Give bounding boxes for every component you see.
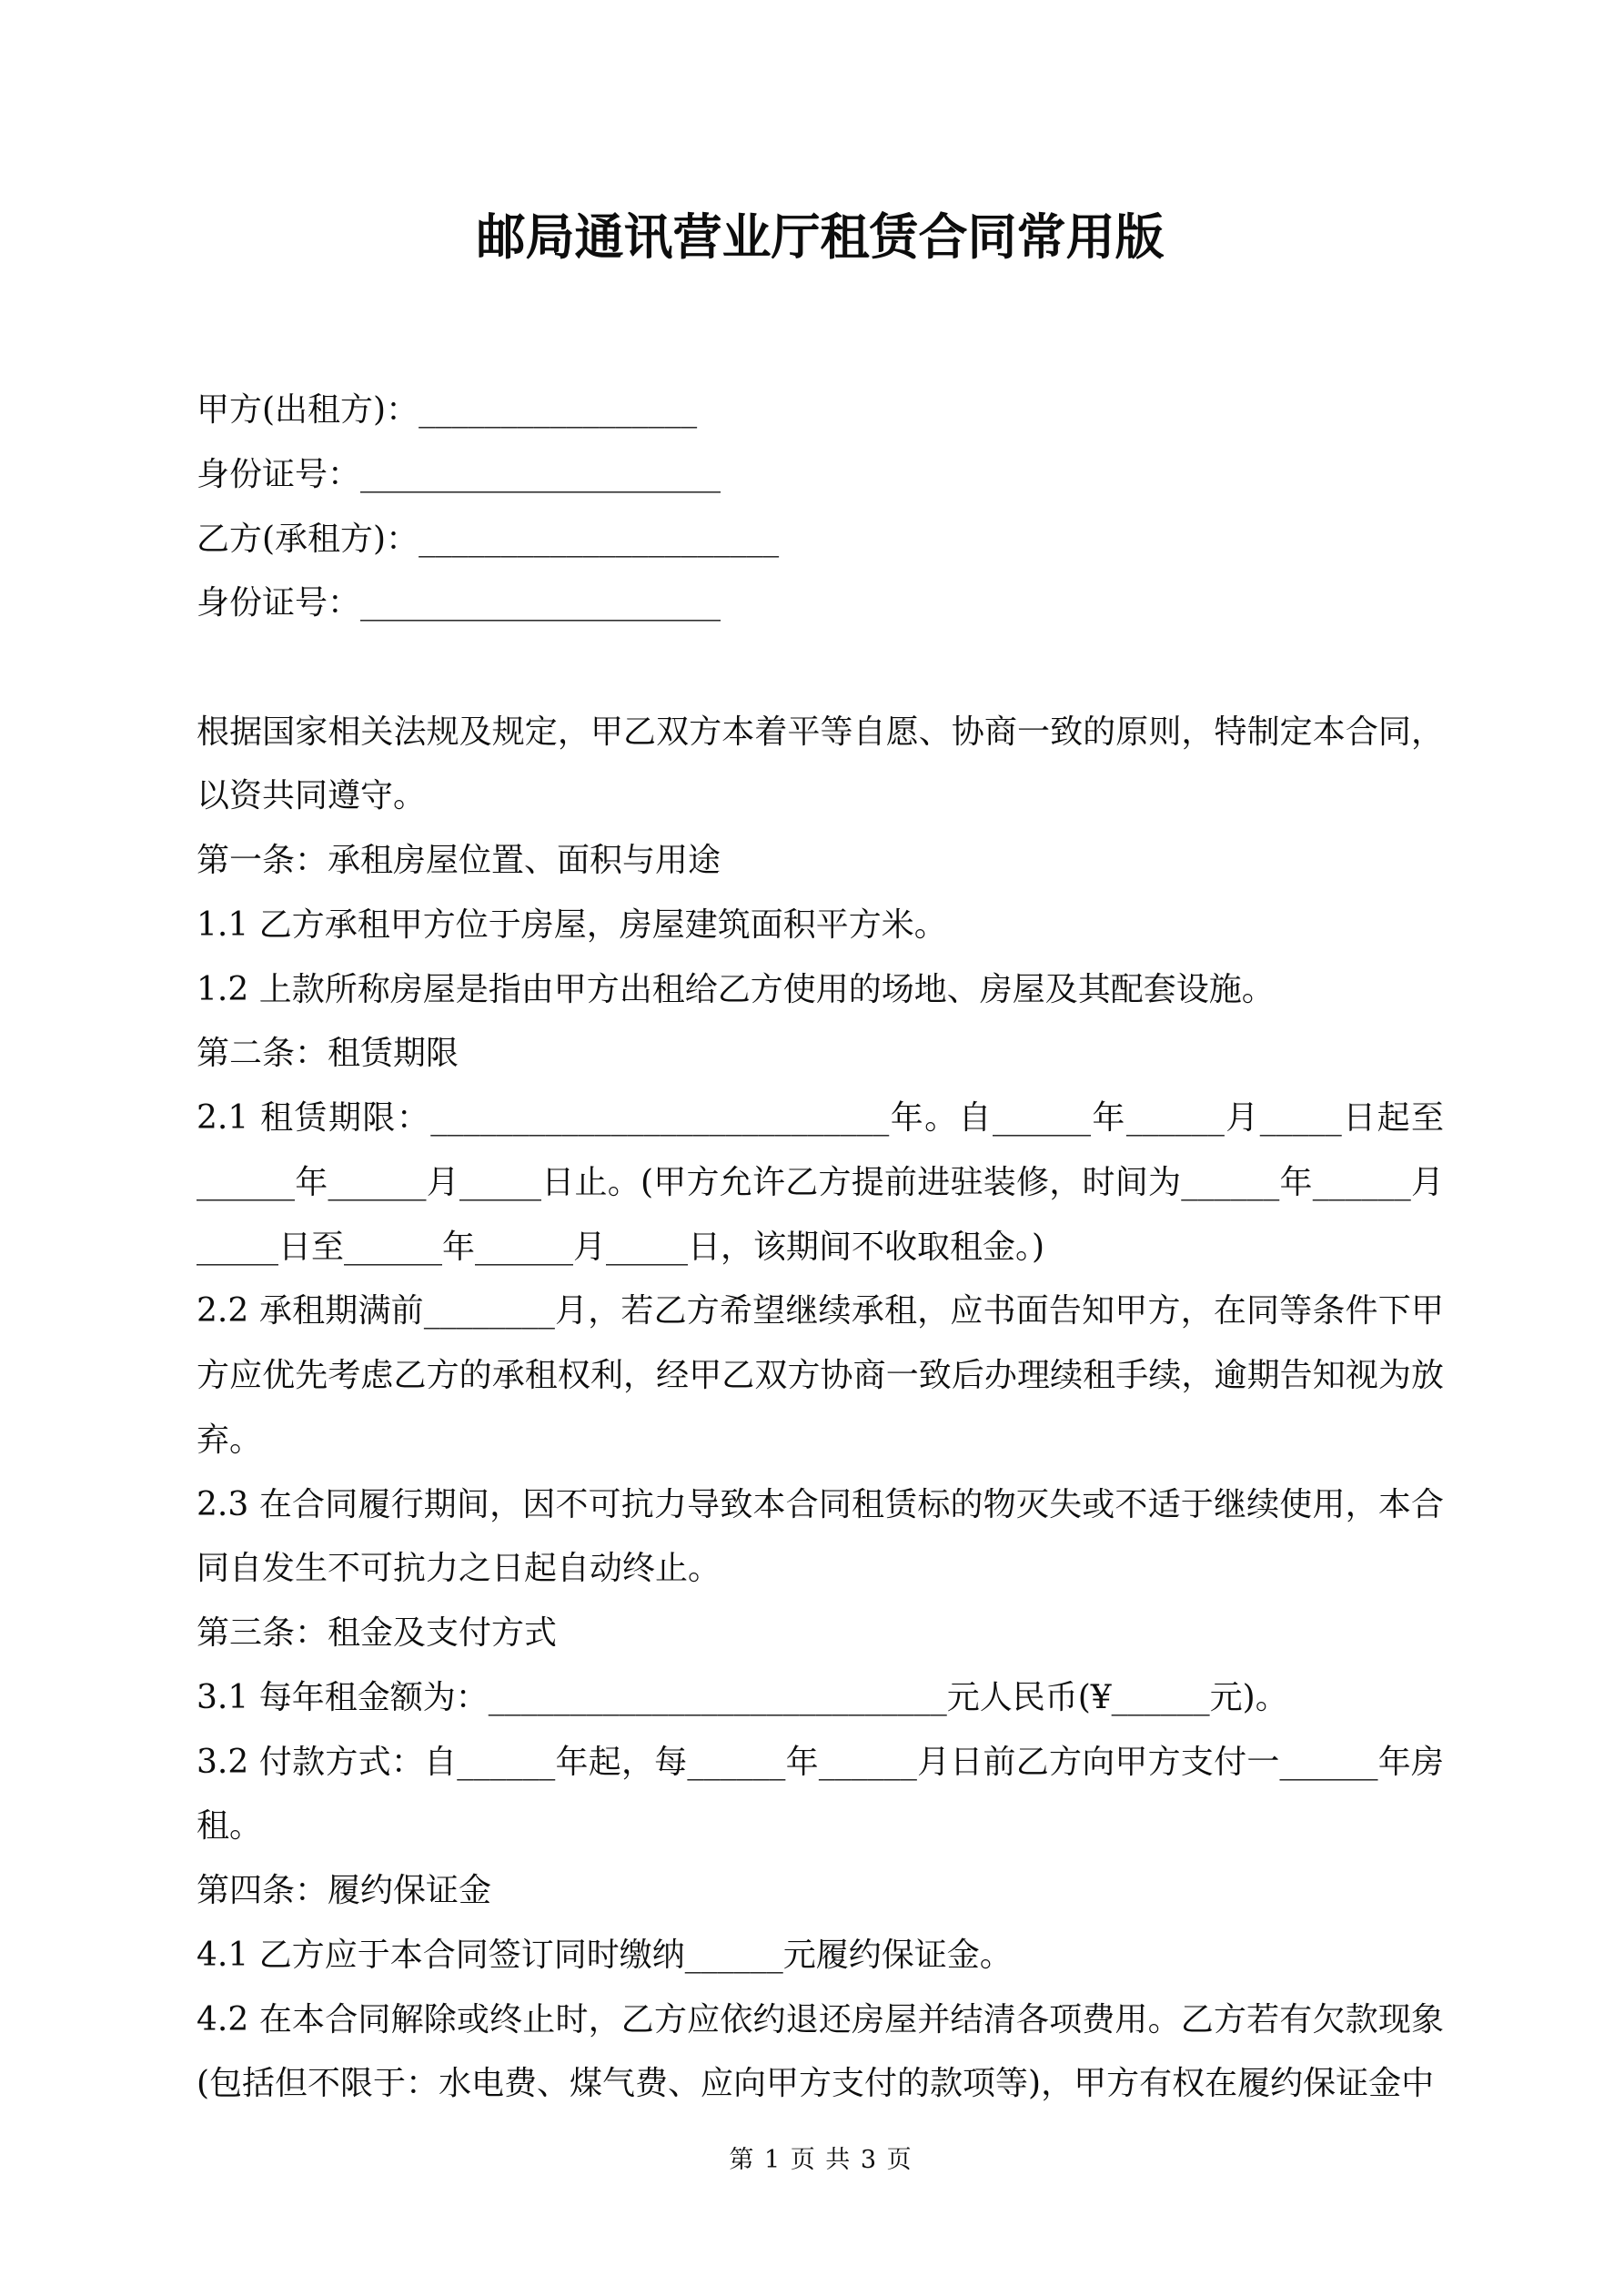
lessee-line — [197, 508, 1444, 572]
clause-4-1: 4.1 乙方应于本合同签订同时缴纳______元履约保证金。 — [197, 1936, 1013, 1974]
preamble-paragraph: 根据国家相关法规及规定，甲乙双方本着平等自愿、协商一致的原则，特制定本合同，以资共同遵守。 — [197, 713, 1444, 815]
lessor-label: 甲方(出租方)： — [197, 391, 419, 429]
lessee-id-blank: ______________________ — [360, 584, 721, 622]
lessee-label: 乙方(承租方)： — [197, 520, 419, 558]
clause-2-2: 2.2 承租期满前________月，若乙方希望继续承租，应书面告知甲方，在同等条件下甲方应优先考虑乙方的承租权利，经甲乙双方协商一致后办理续租手续，逾期告知视为放弃。 — [197, 1292, 1444, 1459]
lessee-blank: ______________________ — [419, 520, 780, 558]
article-4-heading: 第四条：履约保证金 — [197, 1872, 492, 1909]
lessor-blank: _________________ — [419, 391, 698, 429]
article-2-heading: 第二条：租赁期限 — [197, 1035, 459, 1073]
clause-3-2: 3.2 付款方式：自______年起，每______年______月日前乙方向甲方支付一______年房租。 — [197, 1743, 1444, 1846]
clause-2-3: 2.3 在合同履行期间，因不可抗力导致本合同租赁标的物灭失或不适于继续使用，本合同自发生不可抗力之日起自动终止。 — [197, 1485, 1444, 1588]
lessor-id-blank: ______________________ — [360, 455, 721, 493]
contract-body — [197, 701, 1444, 2118]
lessee-id-line — [197, 571, 1444, 636]
document-title: 邮局通讯营业厅租赁合同常用版 — [476, 207, 1165, 266]
clause-2-1: 2.1 租赁期限：____________________________年。自______年______月_____日起至______年______月_____日止。(甲方允许乙方提前进驻装修，时间为______年______月_____日至______年______月_____日，该期间不收取租金。) — [197, 1099, 1444, 1266]
article-3-heading: 第三条：租金及支付方式 — [197, 1614, 558, 1652]
clause-1-2: 1.2 上款所称房屋是指由甲方出租给乙方使用的场地、房屋及其配套设施。 — [197, 970, 1275, 1008]
clause-3-1: 3.1 每年租金额为：____________________________元人民币(¥______元)。 — [197, 1678, 1288, 1716]
page-number-label: 第 1 页 共 3 页 — [729, 2146, 912, 2174]
lessor-id-label: 身份证号： — [197, 455, 361, 493]
party-info-block — [197, 379, 1444, 636]
lessor-line — [197, 379, 1444, 443]
clause-1-1: 1.1 乙方承租甲方位于房屋，房屋建筑面积平方米。 — [197, 905, 947, 944]
page-footer — [197, 2146, 1444, 2175]
lessee-id-label: 身份证号： — [197, 584, 361, 622]
clause-4-2: 4.2 在本合同解除或终止时，乙方应依约退还房屋并结清各项费用。乙方若有欠款现象(包括但不限于：水电费、煤气费、应向甲方支付的款项等)，甲方有权在履约保证金中 — [197, 2000, 1444, 2103]
article-1-heading: 第一条：承租房屋位置、面积与用途 — [197, 842, 721, 879]
lessor-id-line — [197, 443, 1444, 508]
